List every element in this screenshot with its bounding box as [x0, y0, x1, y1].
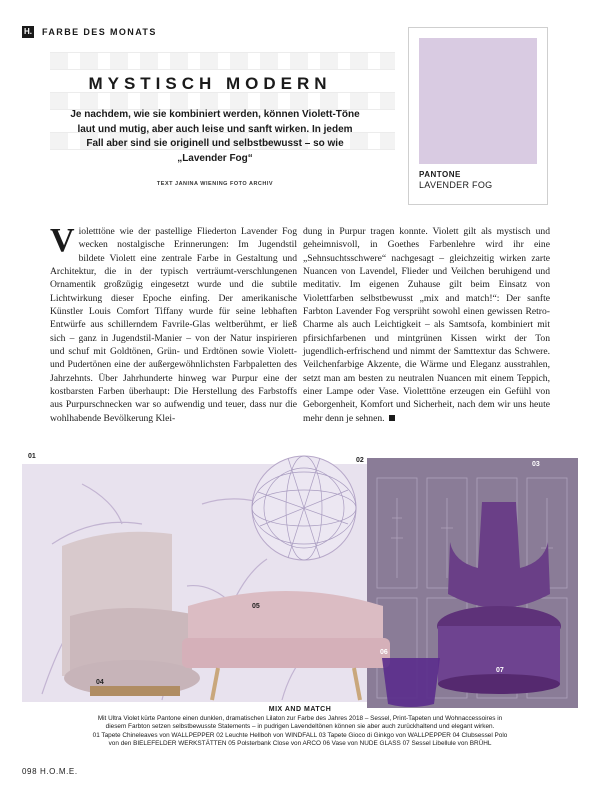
collage-number: 02: [356, 457, 364, 464]
body-column-right: [303, 225, 550, 425]
pantone-swatch: [419, 38, 537, 164]
article-credits: TEXT JANINA WIENING FOTO ARCHIV: [156, 181, 274, 187]
pantone-card: [408, 27, 548, 205]
caption-text: [30, 715, 570, 749]
collage-number: 01: [28, 453, 36, 460]
body-column-left: [50, 222, 297, 425]
article-lead: Je nachdem, wie sie kombiniert werden, können Violett-Töne laut und mutig, aber auch leise und sanft wirken. In jedem Fall aber sind sie originell und selbstbewusst – so wie „Lavender Fog“: [70, 109, 360, 164]
pantone-brand: PANTONE: [419, 170, 461, 179]
pantone-color-name: LAVENDER FOG: [419, 180, 493, 190]
sphere-lamp: [248, 452, 360, 564]
section-badge: H.: [24, 27, 32, 36]
caption-line: 01 Tapete Chineleaves von WALLPEPPER 02 Leuchte Hellboh von WINDFALL 03 Tapete Gioco di Ginkgo von WALLPEPPER 04 Clubsessel Polo: [92, 731, 508, 739]
caption-title: MIX AND MATCH: [268, 706, 332, 713]
article-title: MYSTISCH MODERN: [88, 74, 332, 93]
body-text-left: ioletttöne wie der pastellige Fliederton Lavender Fog wecken nostalgische Erinnerungen: Im Jugendstil bildete Violett eine zentrale Farbe in Gestaltung und Architektur, die in der typisch verträumt-verschlungenen Ornamentik großzügig eingesetzt wurde und die subtile Lichtwirkung dieser Epoche einfing. Der amerikanische Künstler Louis Comfort Tiffany wurde für seine lebhaften Entwürfe aus schillerndem Favrile-Glas weltberühmt, er ließ sich – ganz in Jugendstil-Manier – von der Natur inspirieren und schuf mit Goldtönen, Grün- und Erdtönen sowie Violett- und Pudertönen eine der außergewöhnlichsten Farbpaletten des Jahrzehnts. Über Jahrhunderte hinweg war Purpur eine der kostbarsten Farben überhaupt: Die Herstellung des Farbstoffs aus Purpurschnecken war so aufwendig und teuer, dass nur die wohlhabende Bevölkerung Klei-: [50, 226, 297, 424]
collage-number: 05: [252, 603, 260, 610]
drop-cap: V: [50, 222, 75, 259]
caption-line: diesem Farbton setzen selbstbewusste Statements – in pudrigen Lavendeltönen können sie aber auch zurückhaltend und elegant wirken.: [105, 723, 495, 731]
upholstered-bench: [178, 566, 394, 706]
product-collage: [22, 453, 578, 708]
page-folio: 098 H.O.M.E.: [22, 767, 78, 776]
collage-number: 04: [96, 679, 104, 686]
collage-number: 03: [532, 461, 540, 468]
body-text-right: dung in Purpur tragen konnte. Violett gilt als mystisch und geheimnisvoll, in Goethes Farbenlehre wird ihr eine „Sehnsuchtsschwere“ nachgesagt – gleichzeitig wirken zarte Nuancen von Lavendel, Flieder und Veilchen beruhigend und meditativ. Im eigenen Zuhause gilt beim Einsatz von Violettfarben selbstbewusst „mix and match!“: Der sanfte Farbton Lavender Fog versprüht sowohl einen gewissen Retro-Charme als auch Leichtigkeit – als Samtsofa, kombiniert mit pfirsichfarbenen und mintgrünen Kissen wirkt der Ton jugendlich-erfrischend und nimmt der Samttextur das Schwere. Veilchenfarbige Akzente, die Wärme und Eleganz ausstrahlen, setzt man am besten zu neutralen Nuancen mit einem Teppich, einer Lampe oder Vase. Violetttöne erzeugen ein Gefühl von Geborgenheit, Komfort und Sicherheit, nach dem wir uns heute mehr denn je sehnen.: [303, 226, 550, 424]
caption-line: Mit Ultra Violet kürte Pantone einen dunklen, dramatischen Lilaton zur Farbe des Jahres 2018 – Sessel, Print-Tapeten und Wohnaccessoires in: [97, 715, 503, 722]
collage-number: 07: [496, 667, 504, 674]
collage-number: 06: [380, 649, 388, 656]
section-label: FARBE DES MONATS: [42, 27, 157, 37]
end-mark-icon: [389, 415, 395, 421]
glass-vase: [376, 654, 446, 712]
caption-line: von den BIELEFELDER WERKSTÄTTEN 05 Polsterbank Close von ARCO 06 Vase von NUDE GLASS 07 Sessel Libellule von BRÜHL: [108, 740, 492, 748]
